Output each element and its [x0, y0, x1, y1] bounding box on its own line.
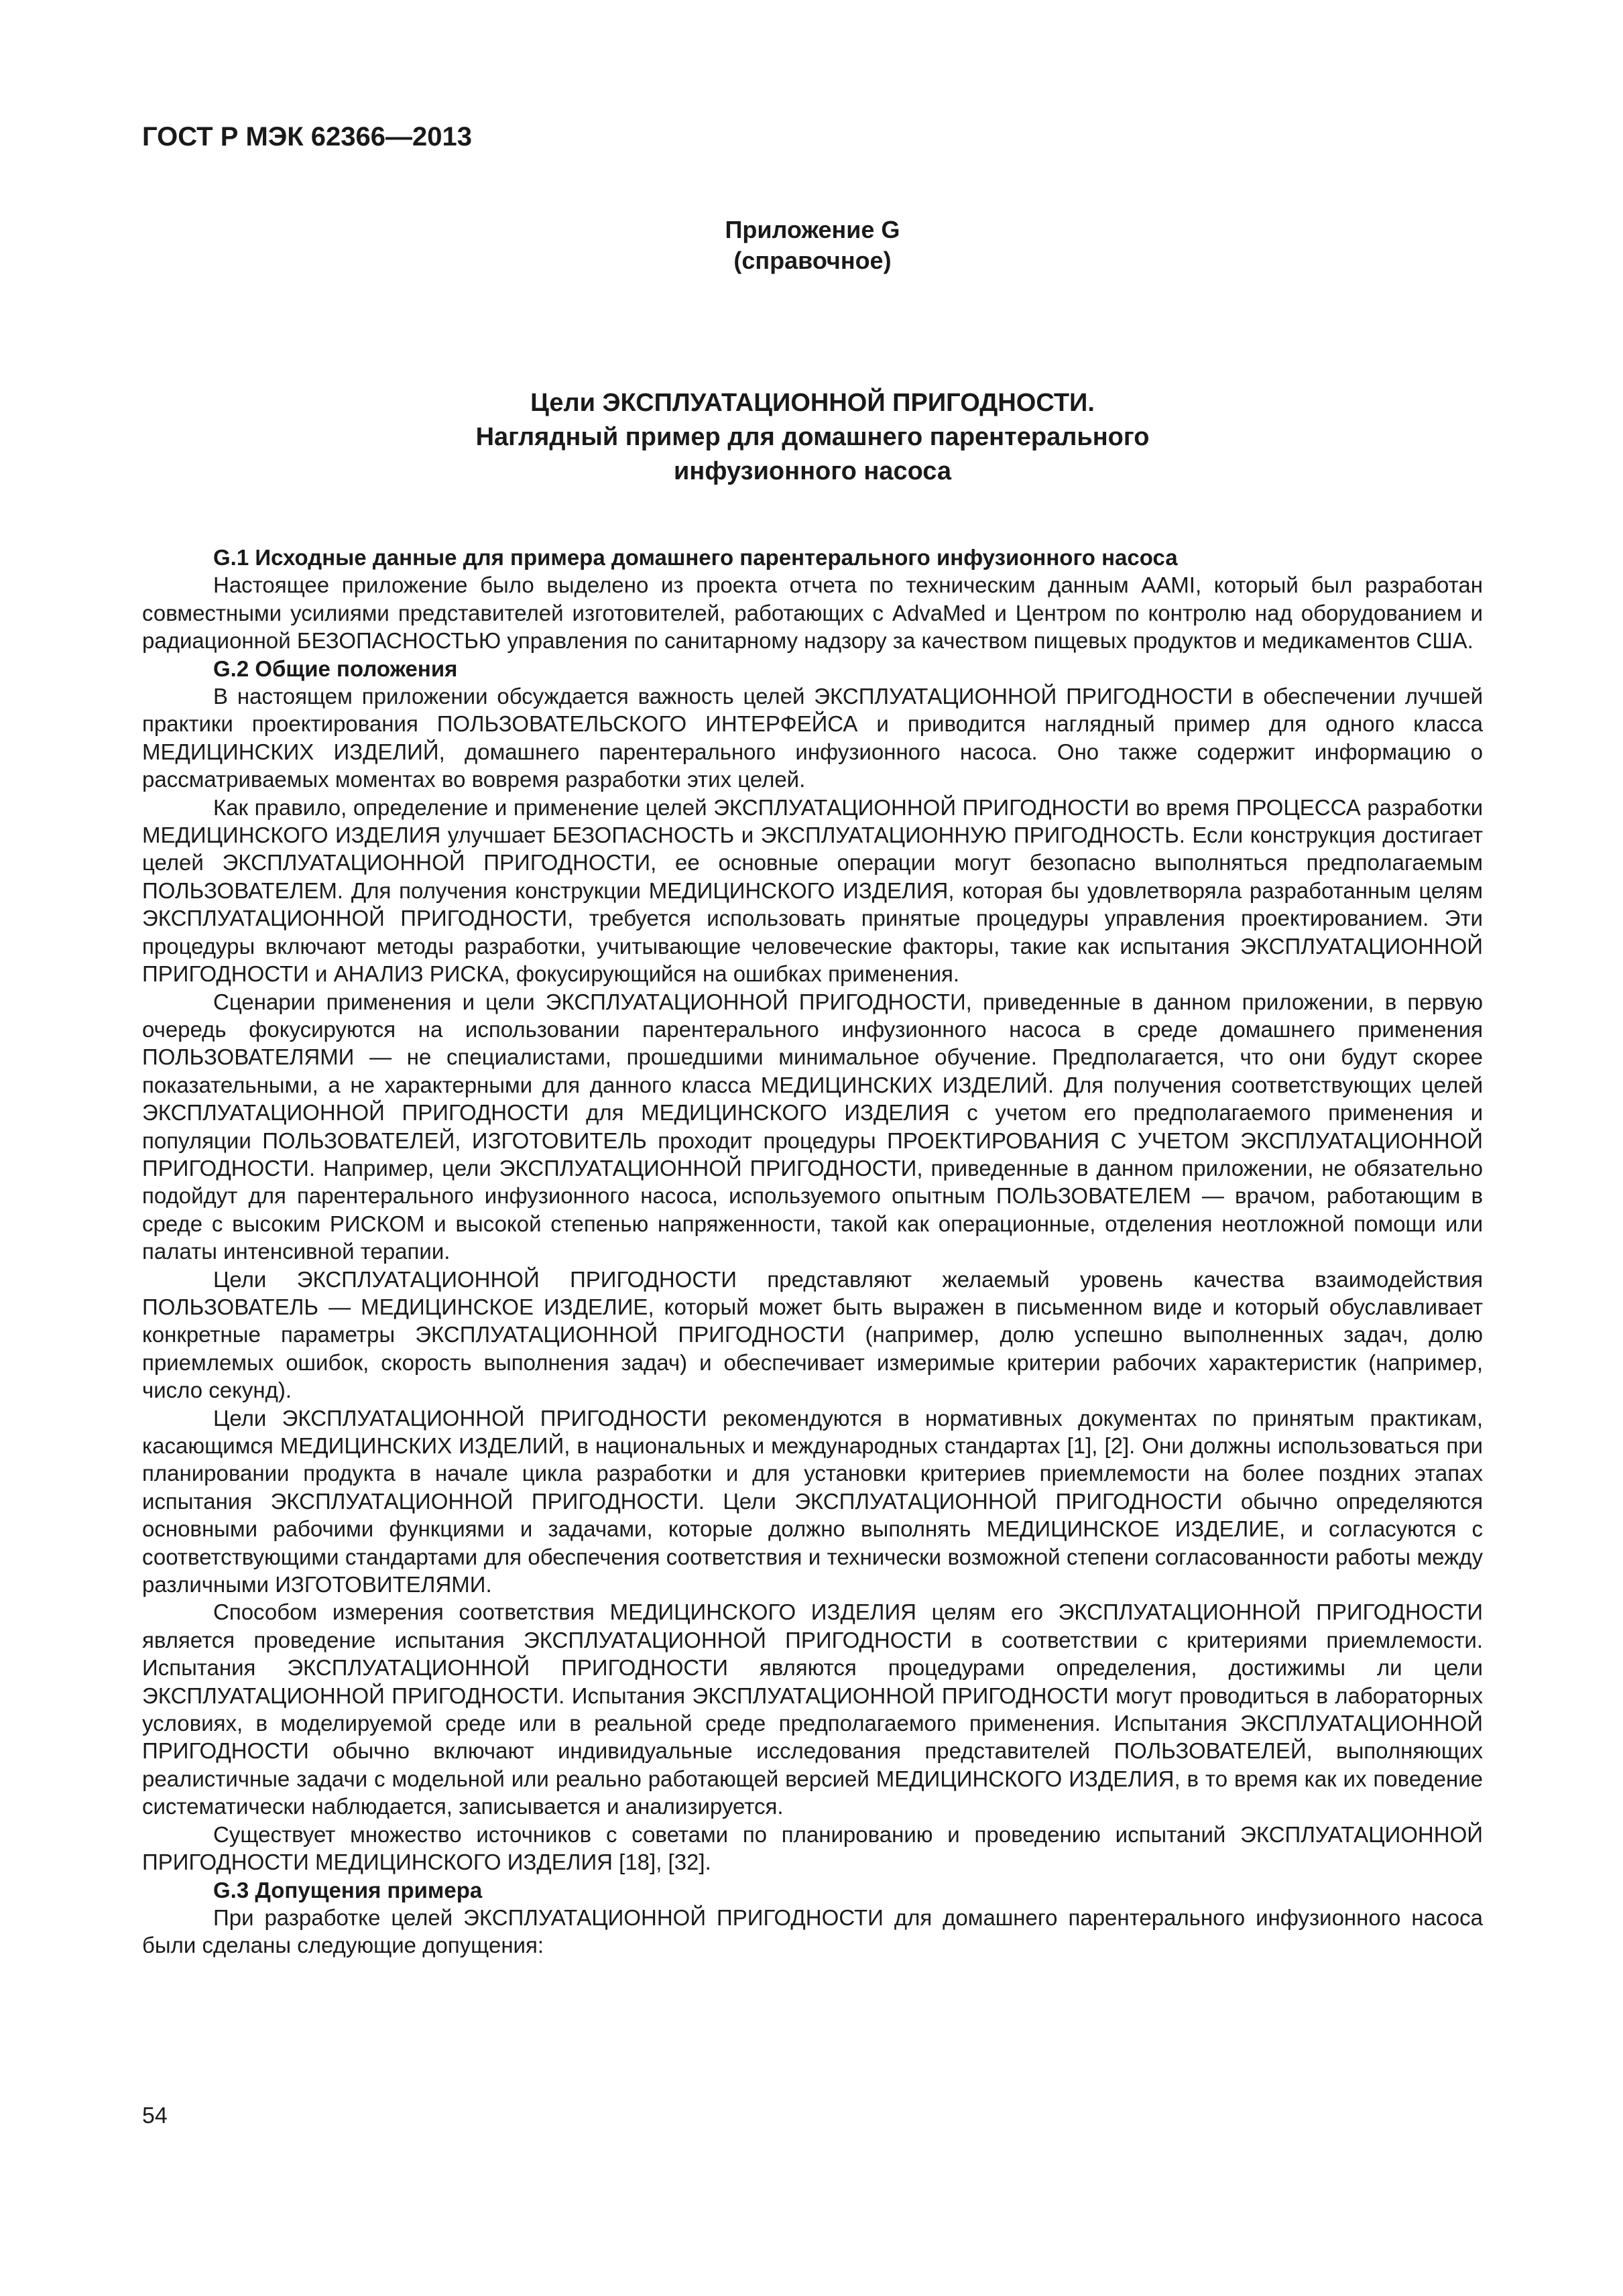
annex-heading — [142, 215, 1483, 276]
paragraph: Настоящее приложение было выделено из проекта отчета по техническим данным AAMI, который был разработан совместными усилиями представителей изготовителей, работающих с AdvaMed и Центром по контролю над оборудованием и радиационной БЕЗОПАСНОСТЬЮ управления по санитарному надзору за качеством пищевых продуктов и медикаментов США. — [142, 572, 1483, 654]
paragraph: Сценарии применения и цели ЭКСПЛУАТАЦИОННОЙ ПРИГОДНОСТИ, приведенные в данном приложении, в первую очередь фокусируются на использовании парентерального инфузионного насоса в среде домашнего применения ПОЛЬЗОВАТЕЛЯМИ — не специалистами, прошедшими минимальное обучение. Предполагается, что они будут скорее показательными, а не характерными для данного класса МЕДИЦИНСКИХ ИЗДЕЛИЙ. Для получения соответствующих целей ЭКСПЛУАТАЦИОННОЙ ПРИГОДНОСТИ для МЕДИЦИНСКОГО ИЗДЕЛИЯ с учетом его предполагаемого применения и популяции ПОЛЬЗОВАТЕЛЕЙ, ИЗГОТОВИТЕЛЬ проходит процедуры ПРОЕКТИРОВАНИЯ С УЧЕТОМ ЭКСПЛУАТАЦИОННОЙ ПРИГОДНОСТИ. Например, цели ЭКСПЛУАТАЦИОННОЙ ПРИГОДНОСТИ, приведенные в данном приложении, не обязательно подойдут для парентерального инфузионного насоса, используемого опытным ПОЛЬЗОВАТЕЛЕМ — врачом, работающим в среде с высоким РИСКОМ и высокой степенью напряженности, такой как операционные, отделения неотложной помощи или палаты интенсивной терапии. — [142, 989, 1483, 1264]
document-body — [142, 544, 1483, 1959]
document-page — [142, 121, 1483, 1959]
paragraph: Существует множество источников с советами по планированию и проведению испытаний ЭКСПЛУАТАЦИОННОЙ ПРИГОДНОСТИ МЕДИЦИНСКОГО ИЗДЕЛИЯ [18], [32]. — [142, 1821, 1483, 1875]
paragraph: Цели ЭКСПЛУАТАЦИОННОЙ ПРИГОДНОСТИ рекомендуются в нормативных документах по принятым практикам, касающимся МЕДИЦИНСКИХ ИЗДЕЛИЙ, в национальных и международных стандартах [1], [2]. Они должны использоваться при планировании продукта в начале цикла разработки и для установки критериев приемлемости на более поздних этапах испытания ЭКСПЛУАТАЦИОННОЙ ПРИГОДНОСТИ. Цели ЭКСПЛУАТАЦИОННОЙ ПРИГОДНОСТИ обычно определяются основными рабочими функциями и задачами, которые должно выполнять МЕДИЦИНСКОЕ ИЗДЕЛИЕ, и согласуются с соответствующими стандартами для обеспечения соответствия и технически возможной степени согласованности работы между различными ИЗГОТОВИТЕЛЯМИ. — [142, 1405, 1483, 1597]
paragraph: Как правило, определение и применение целей ЭКСПЛУАТАЦИОННОЙ ПРИГОДНОСТИ во время ПРОЦЕССА разработки МЕДИЦИНСКОГО ИЗДЕЛИЯ улучшает БЕЗОПАСНОСТЬ и ЭКСПЛУАТАЦИОННУЮ ПРИГОДНОСТЬ. Если конструкция достигает целей ЭКСПЛУАТАЦИОННОЙ ПРИГОДНОСТИ, ее основные операции могут безопасно выполняться предполагаемым ПОЛЬЗОВАТЕЛЕМ. Для получения конструкции МЕДИЦИНСКОГО ИЗДЕЛИЯ, которая бы удовлетворяла разработанным целям ЭКСПЛУАТАЦИОННОЙ ПРИГОДНОСТИ, требуется использовать принятые процедуры управления проектированием. Эти процедуры включают методы разработки, учитывающие человеческие факторы, такие как испытания ЭКСПЛУАТАЦИОННОЙ ПРИГОДНОСТИ и АНАЛИЗ РИСКА, фокусирующийся на ошибках применения. — [142, 794, 1483, 987]
paragraph: При разработке целей ЭКСПЛУАТАЦИОННОЙ ПРИГОДНОСТИ для домашнего парентерального инфузионного насоса были сделаны следующие допущения: — [142, 1905, 1483, 1958]
title-line-3: инфузионного насоса — [673, 457, 952, 485]
document-id-header: ГОСТ Р МЭК 62366—2013 — [142, 122, 473, 152]
annex-kind: (справочное) — [733, 247, 892, 274]
section-heading-g1: G.1 Исходные данные для примера домашнего парентерального инфузионного насоса — [213, 545, 1178, 570]
title-line-1: Цели ЭКСПЛУАТАЦИОННОЙ ПРИГОДНОСТИ. — [530, 389, 1095, 417]
annex-title — [142, 386, 1483, 489]
paragraph: Способом измерения соответствия МЕДИЦИНСКОГО ИЗДЕЛИЯ целям его ЭКСПЛУАТАЦИОННОЙ ПРИГОДНОСТИ является проведение испытания ЭКСПЛУАТАЦИОННОЙ ПРИГОДНОСТИ в соответствии с критериями приемлемости. Испытания ЭКСПЛУАТАЦИОННОЙ ПРИГОДНОСТИ являются процедурами определения, достижимы ли цели ЭКСПЛУАТАЦИОННОЙ ПРИГОДНОСТИ. Испытания ЭКСПЛУАТАЦИОННОЙ ПРИГОДНОСТИ могут проводиться в лабораторных условиях, в моделируемой среде или в реальной среде предполагаемого применения. Испытания ЭКСПЛУАТАЦИОННОЙ ПРИГОДНОСТИ обычно включают индивидуальные исследования представителей ПОЛЬЗОВАТЕЛЕЙ, выполняющих реалистичные задачи с модельной или реально работающей версией МЕДИЦИНСКОГО ИЗДЕЛИЯ, в то время как их поведение систематически наблюдается, записывается и анализируется. — [142, 1599, 1483, 1819]
section-heading-g2: G.2 Общие положения — [213, 656, 458, 681]
section-heading-g3: G.3 Допущения примера — [213, 1877, 483, 1902]
title-line-2: Наглядный пример для домашнего парентерального — [475, 423, 1150, 451]
paragraph: В настоящем приложении обсуждается важность целей ЭКСПЛУАТАЦИОННОЙ ПРИГОДНОСТИ в обеспечении лучшей практики проектирования ПОЛЬЗОВАТЕЛЬСКОГО ИНТЕРФЕЙСА и приводится наглядный пример для одного класса МЕДИЦИНСКИХ ИЗДЕЛИЙ, домашнего парентерального инфузионного насоса. Оно также содержит информацию о рассматриваемых моментах во вовремя разработки этих целей. — [142, 684, 1483, 792]
page-number: 54 — [142, 2103, 168, 2128]
annex-name: Приложение G — [725, 216, 900, 243]
paragraph: Цели ЭКСПЛУАТАЦИОННОЙ ПРИГОДНОСТИ представляют желаемый уровень качества взаимодействия ПОЛЬЗОВАТЕЛЬ — МЕДИЦИНСКОЕ ИЗДЕЛИЕ, который может быть выражен в письменном виде и который обуславливает конкретные параметры ЭКСПЛУАТАЦИОННОЙ ПРИГОДНОСТИ (например, долю успешно выполненных задач, долю приемлемых ошибок, скорость выполнения задач) и обеспечивает измеримые критерии рабочих характеристик (например, число секунд). — [142, 1266, 1483, 1403]
